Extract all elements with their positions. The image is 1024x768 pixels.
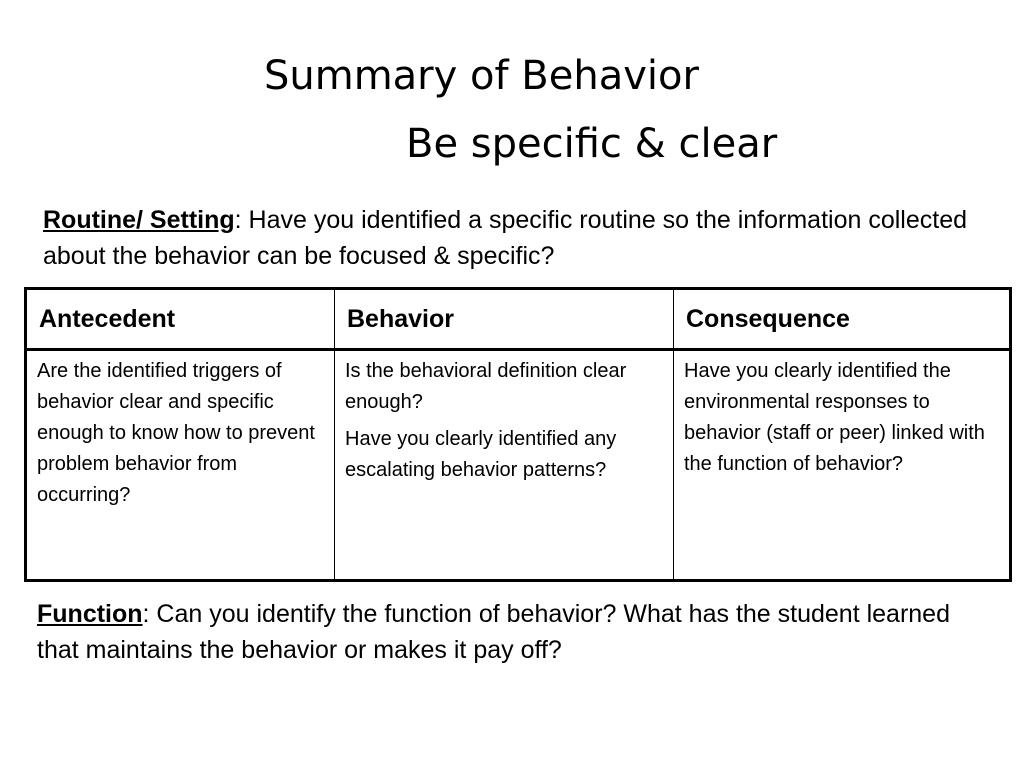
cell-antecedent xyxy=(26,350,335,581)
function-term: Function xyxy=(37,600,143,628)
routine-setting-text: : Have you identified a specific routine so the information collected about the behavior can be focused & specific? xyxy=(43,206,968,270)
table-row xyxy=(26,350,1011,581)
header-antecedent: Antecedent xyxy=(26,289,335,350)
table-header-row xyxy=(26,289,1011,350)
header-behavior: Behavior xyxy=(335,289,674,350)
cell-consequence xyxy=(674,350,1011,581)
consequence-question: Have you clearly identified the environmental responses to behavior (staff or peer) linked with the function of behavior? xyxy=(684,360,985,475)
header-consequence: Consequence xyxy=(674,289,1011,350)
function-paragraph xyxy=(37,596,997,668)
routine-setting-term: Routine/ Setting xyxy=(43,206,235,234)
abc-table xyxy=(24,287,1012,582)
slide-title: Summary of Behavior xyxy=(264,53,699,99)
behavior-question-escalation: Have you clearly identified any escalating behavior patterns? xyxy=(345,428,617,481)
function-text: : Can you identify the function of behavior? What has the student learned that maintains the behavior or makes it pay off? xyxy=(37,600,950,664)
routine-setting-paragraph xyxy=(43,202,1003,274)
antecedent-question: Are the identified triggers of behavior clear and specific enough to know how to prevent problem behavior from occurring? xyxy=(37,360,315,506)
cell-behavior xyxy=(335,350,674,581)
slide-subtitle: Be specific & clear xyxy=(406,121,778,167)
behavior-question-definition: Is the behavioral definition clear enough? xyxy=(345,360,627,413)
